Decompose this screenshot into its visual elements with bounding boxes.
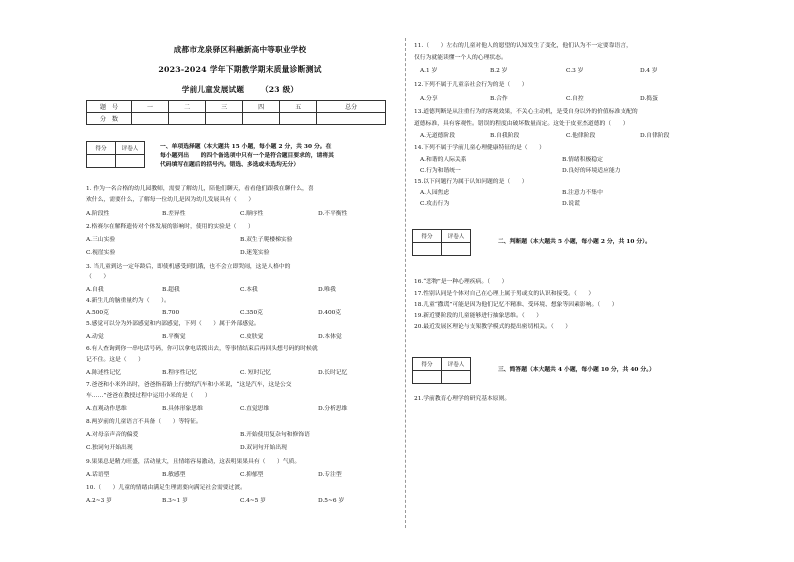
question-1-line2: 欢什么，需要什么，了解每一位幼儿是因为幼儿发展具有（ ） <box>86 197 255 203</box>
subject-title <box>84 84 396 95</box>
score-cell: 分 数 <box>87 113 132 125</box>
option[interactable]: C.皮肤觉 <box>240 334 264 340</box>
option[interactable]: B.自我阶段 <box>490 133 520 139</box>
score-cell: 总分 <box>317 101 386 113</box>
question-7-line1: 7.爸爸和小米外出时，爸爸指着路上行驶的汽车和小米说，“这是汽车，这是公交 <box>86 382 292 388</box>
option[interactable]: C.抑郁型 <box>240 472 264 478</box>
option[interactable]: C.直觉思维 <box>240 406 270 412</box>
option[interactable]: A.人园焦虑 <box>420 190 450 196</box>
option[interactable]: A.1 岁 <box>420 68 438 74</box>
question-12-line1: 12.下列不属于儿童亲社会行为的是（ ） <box>414 82 528 88</box>
question-2-line1: 2.格赛尔在解释遗传对个体发展的影响时，使用的实验是（ ） <box>86 224 254 230</box>
option[interactable]: B.情绪积极稳定 <box>562 157 603 163</box>
score-table-value-row <box>87 113 386 125</box>
grader-label: 得分 <box>87 142 116 155</box>
question-6-line1: 6.有人查询到你一串电话号码，你可以拿电话拨出去，等事情结束后再回头想号码的时候就 <box>86 346 318 352</box>
option[interactable]: B.具体形象思维 <box>162 406 203 412</box>
option[interactable]: A.对母亲声音的偏爱 <box>86 432 139 438</box>
option[interactable]: A.直观动作思维 <box>86 406 127 412</box>
question-11-line1: 11.（ ）左右的儿童对他人的愿望的认知发生了变化，他们认为不一定要靠语言， <box>414 43 632 49</box>
subject-name: 学前儿童发展试题 <box>181 85 245 94</box>
grader-name-cell[interactable] <box>442 371 471 384</box>
question-13-line1: 13.道德判断是从注重行为的客观效果，不关心主动机，是受自身以外的价值标准支配的 <box>414 109 638 115</box>
option[interactable]: D.5~6 岁 <box>318 498 345 504</box>
option[interactable]: C.他律阶段 <box>566 133 596 139</box>
score-cell[interactable] <box>169 113 206 125</box>
grader-label: 评卷人 <box>442 230 471 243</box>
option[interactable]: A.阶段性 <box>86 211 110 217</box>
grader-score-cell[interactable] <box>413 371 442 384</box>
option[interactable]: C.行为和谐统一 <box>420 168 461 174</box>
score-cell: 一 <box>132 101 169 113</box>
option[interactable]: A.2~3 岁 <box>86 498 112 504</box>
option[interactable]: C. 短时记忆 <box>240 370 272 376</box>
option[interactable]: B.开始使用复杂句和修饰语 <box>240 432 310 438</box>
option[interactable]: D.400克 <box>318 310 342 316</box>
option[interactable]: B.2 岁 <box>490 68 508 74</box>
question-1-line1: 1. 作为一名合格的幼儿园教师，需要了解幼儿，陪他们聊天，看看他们跟我在聊什么，喜 <box>86 186 314 192</box>
score-cell[interactable] <box>243 113 280 125</box>
option[interactable]: C.350克 <box>240 310 263 316</box>
option[interactable]: D.说谎 <box>562 201 580 207</box>
question-20: 20.最近发展区理论与支架教学模式的提出密切相关。（ ） <box>414 324 572 330</box>
option[interactable]: C.自控 <box>566 96 584 102</box>
option[interactable]: A.自我 <box>86 287 104 293</box>
section1-heading-line1: 一、单项选择题（本大题共 15 小题，每小题 2 分，共 30 分。在 <box>160 144 332 150</box>
option[interactable]: D.专注型 <box>318 472 342 478</box>
score-cell: 三 <box>206 101 243 113</box>
option[interactable]: D.捣蛋 <box>640 96 658 102</box>
option[interactable]: A.陈述性记忆 <box>86 370 122 376</box>
grader-box-section2 <box>412 229 471 256</box>
section1-heading-line3: 代码填写在题后的括号内。错选、多选或未选均无分） <box>160 162 300 168</box>
option[interactable]: C.本我 <box>240 287 258 293</box>
question-9-line1: 9.果果总是精力旺盛，活动量大，且情绪容易激动，这表明果果具有（ ）气质。 <box>86 459 301 465</box>
option[interactable]: B.超我 <box>162 287 180 293</box>
question-3-line2: （ ） <box>86 274 110 280</box>
option[interactable]: B.双生子爬楼梯实验 <box>240 237 293 243</box>
option[interactable]: B.差异性 <box>162 211 186 217</box>
question-13-line2: 道德标准，具有客观性。错误的程度由破坏数量而定。这处于皮亚杰道德的（ ） <box>414 121 629 127</box>
school-title: 成都市龙泉驿区科融新高中等职业学校 <box>173 45 307 54</box>
option[interactable]: A.500克 <box>86 310 109 316</box>
score-cell[interactable] <box>132 113 169 125</box>
option[interactable]: D.本体觉 <box>318 334 342 340</box>
question-5-line1: 5.感觉可以分为外部感觉和内部感觉，下列（ ）属于外部感觉。 <box>86 321 260 327</box>
grader-box-section3 <box>412 357 471 384</box>
option[interactable]: B.敏感型 <box>162 472 186 478</box>
option[interactable]: B.程序性记忆 <box>162 370 198 376</box>
question-19: 19.新近婴阶段的儿童能够进行抽象思维。（ ） <box>414 313 543 319</box>
score-table <box>86 100 386 125</box>
grade-label: （23 级） <box>261 85 299 94</box>
option[interactable]: D.迷笼实验 <box>240 250 270 256</box>
score-cell[interactable] <box>206 113 243 125</box>
score-cell[interactable] <box>317 113 386 125</box>
question-7-line2: 车……”爸爸在教授过程中运用小米的是（ ） <box>86 393 211 399</box>
grader-label: 得分 <box>413 230 442 243</box>
option[interactable]: B.3~1 岁 <box>162 498 188 504</box>
question-21: 21.学前教育心理学的研究基本原则。 <box>414 396 511 402</box>
score-cell[interactable] <box>280 113 317 125</box>
grader-score-cell[interactable] <box>87 155 116 168</box>
option[interactable]: C.3 岁 <box>566 68 584 74</box>
option[interactable]: A.和谐的人际关系 <box>420 157 467 163</box>
option[interactable]: B.700 <box>162 310 180 316</box>
section2-heading: 二、判断题（本大题共 5 小题，每小题 2 分，共 10 分）。 <box>498 239 651 245</box>
grader-score-cell[interactable] <box>413 243 442 256</box>
grader-label: 评卷人 <box>442 358 471 371</box>
question-14-line1: 14.下列不属于学前儿童心理健康特征的是（ ） <box>414 145 545 151</box>
option[interactable]: C.4~5 岁 <box>240 498 266 504</box>
question-10-line1: 10.（ ）儿童的情绪由满足生理需要向满足社会需要过渡。 <box>86 485 246 491</box>
section3-heading: 三、简答题（本大题共 4 小题，每小题 10 分，共 40 分。） <box>498 367 655 373</box>
grader-label: 得分 <box>413 358 442 371</box>
option[interactable]: B.注意力不集中 <box>562 190 603 196</box>
grader-name-cell[interactable] <box>442 243 471 256</box>
option[interactable]: A.动觉 <box>86 334 104 340</box>
question-8-line1: 8.两岁前的儿童语言不具备（ ）等特征。 <box>86 419 202 425</box>
option[interactable]: D.自律阶段 <box>640 133 670 139</box>
question-6-line2: 记不住。这是（ ） <box>86 357 144 363</box>
question-11-line2: 仅行为就能读懂一个人的心理状态。 <box>414 55 507 61</box>
option[interactable]: A.分享 <box>420 96 438 102</box>
option[interactable]: D.双词句开始出现 <box>240 445 287 451</box>
column-divider <box>405 38 406 528</box>
option[interactable]: C.顺序性 <box>240 211 264 217</box>
grader-box-section1 <box>86 141 145 168</box>
option[interactable]: B.合作 <box>490 96 508 102</box>
option[interactable]: A.无道德阶段 <box>420 133 456 139</box>
option[interactable]: D.4 岁 <box>640 68 658 74</box>
exam-term-title: 2023-2024 学年下期教学期末质量诊断测试 <box>158 65 322 74</box>
option[interactable]: D.良好的环境适应能力 <box>562 168 621 174</box>
section1-heading-line2: 每小题列出 的四个备选项中只有一个是符合题目要求的，请将其 <box>160 153 334 159</box>
option[interactable]: C.攻击行为 <box>420 201 450 207</box>
question-4-line1: 4.新生儿的脑重量约为（ ）。 <box>86 298 170 304</box>
question-17: 17.性别认同是个体对自己在心理上属于男或女的认识和接受。（ ） <box>414 291 595 297</box>
question-3-line1: 3. 当儿童到达一定年龄后，即使机感受到饥饿，也不会立即哭闹，这是人格中的 <box>86 264 291 270</box>
option[interactable]: D.不平衡性 <box>318 211 348 217</box>
option[interactable]: D.分析思维 <box>318 406 348 412</box>
option[interactable]: A.三山实验 <box>86 237 116 243</box>
grader-label: 评卷人 <box>116 142 145 155</box>
question-18: 18.儿童“撒谎”可能是因为他们记忆不精准、受环境、想象等因素影响。（ ） <box>414 302 618 308</box>
score-table-header-row <box>87 101 386 113</box>
question-15-line1: 15.以下问题行为属于认知问题的是（ ） <box>414 179 528 185</box>
question-16: 16.“恋物”是一种心理疾病。（ ） <box>414 279 508 285</box>
option[interactable]: A.话语型 <box>86 472 110 478</box>
score-cell: 二 <box>169 101 206 113</box>
option[interactable]: C.视崖实验 <box>86 250 116 256</box>
option[interactable]: B.平衡觉 <box>162 334 186 340</box>
option[interactable]: D.唯我 <box>318 287 336 293</box>
score-cell: 五 <box>280 101 317 113</box>
score-cell: 题 号 <box>87 101 132 113</box>
option[interactable]: C.独词句开始出现 <box>86 445 133 451</box>
score-cell: 四 <box>243 101 280 113</box>
grader-name-cell[interactable] <box>116 155 145 168</box>
option[interactable]: D.长时记忆 <box>318 370 348 376</box>
